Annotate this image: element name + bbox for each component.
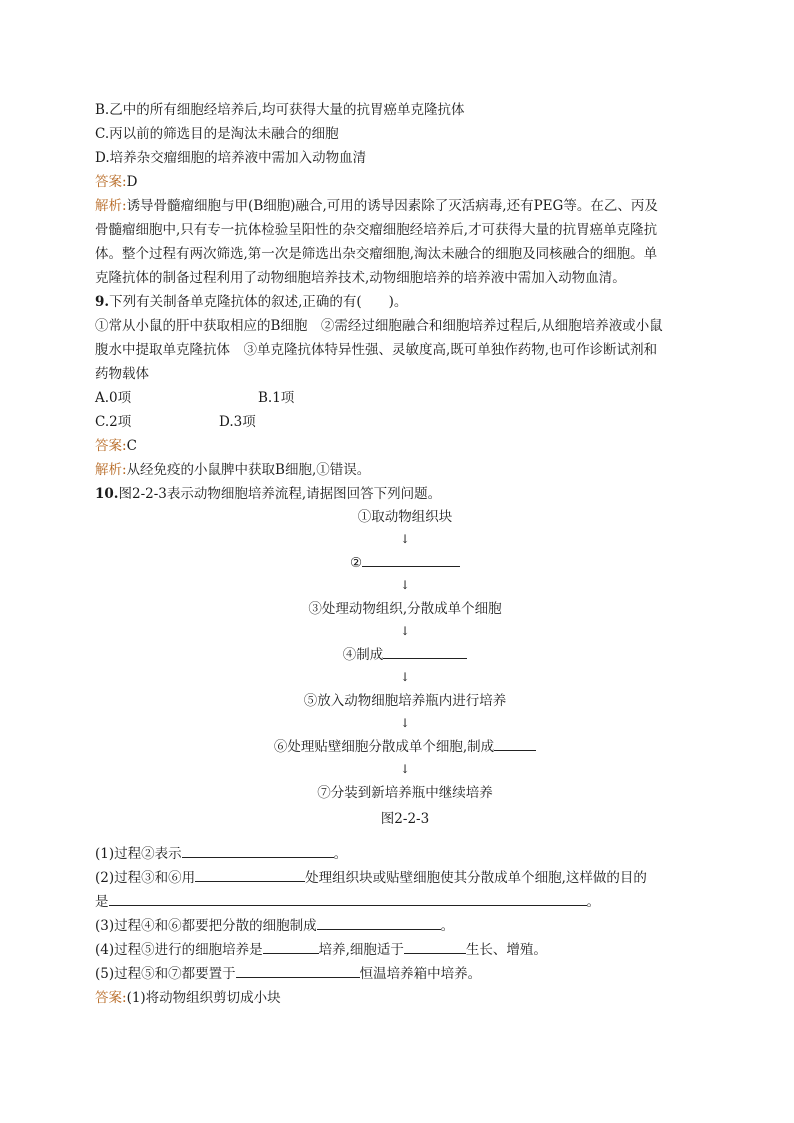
analysis-text: 从经免疫的小鼠脾中获取B细胞,①错误。 <box>126 462 371 478</box>
sub-text: (2)过程③和⑥用 <box>95 870 196 886</box>
analysis-label: 解析: <box>95 198 127 214</box>
flow-step-2-label: ② <box>349 555 363 571</box>
q9-answer <box>95 434 715 458</box>
down-arrow-icon: ↓ <box>399 762 411 776</box>
flow-step-5: ⑤放入动物细胞培养瓶内进行培养 <box>303 693 507 709</box>
q10-sub-2 <box>95 866 715 890</box>
sub-text: (1)过程②表示 <box>95 846 182 862</box>
q10-sub-2-cont <box>95 890 715 914</box>
sub-text: 。 <box>333 846 348 862</box>
q10-stem <box>95 482 715 506</box>
question-text: 图2-2-3表示动物细胞培养流程,请据图回答下列问题。 <box>118 486 442 502</box>
down-arrow-icon: ↓ <box>399 670 411 684</box>
blank-line <box>109 891 587 906</box>
sub-text: 培养,细胞适于 <box>318 942 404 958</box>
flow-step-6-label: ⑥处理贴壁细胞分散成单个细胞,制成 <box>273 739 495 755</box>
document-body <box>95 98 715 506</box>
answer-label: 答案: <box>95 438 127 454</box>
q9-option-c: C.2项 <box>95 414 132 430</box>
flow-step-6 <box>95 736 715 758</box>
flow-step-7: ⑦分装到新培养瓶中继续培养 <box>317 785 493 801</box>
flow-step-2 <box>95 552 715 574</box>
q9-item-line-2: 腹水中提取单克隆抗体 ③单克隆抗体特异性强、灵敏度高,既可单独作药物,也可作诊断试剂和 <box>95 342 658 358</box>
blank-line <box>236 963 360 978</box>
down-arrow-icon: ↓ <box>399 716 411 730</box>
sub-text: 是 <box>95 894 109 910</box>
flow-step-4 <box>95 644 715 666</box>
sub-text: 。 <box>440 918 455 934</box>
blank-line <box>404 939 466 954</box>
flow-step-4-label: ④制成 <box>342 647 384 663</box>
blank-line <box>317 915 441 930</box>
q9-item-line-3: 药物载体 <box>95 366 149 382</box>
question-number: 9. <box>95 294 110 310</box>
q8-analysis-line-2: 骨髓瘤细胞中,只有专一抗体检验呈阳性的杂交瘤细胞经培养后,才可获得大量的抗胃癌单克隆抗 <box>95 222 658 238</box>
question-text: 下列有关制备单克隆抗体的叙述,正确的有( )。 <box>109 294 408 310</box>
sub-text: 生长、增殖。 <box>465 942 547 958</box>
blank-line <box>383 644 467 659</box>
q9-option-a: A.0项 <box>95 390 132 406</box>
q9-options-row-1 <box>95 386 715 410</box>
q9-option-b: B.1项 <box>258 390 295 406</box>
q9-item-line-1: ①常从小鼠的肝中获取相应的B细胞 ②需经过细胞融合和细胞培养过程后,从细胞培养液或小鼠 <box>95 318 663 334</box>
figure-caption: 图2-2-3 <box>380 811 430 827</box>
flow-step-1: ①取动物组织块 <box>357 509 453 525</box>
answer-value: D <box>126 174 138 190</box>
q8-analysis-line-3: 体。整个过程有两次筛选,第一次是筛选出杂交瘤细胞,淘汰未融合的细胞及同核融合的细胞。单 <box>95 246 658 262</box>
blank-line <box>182 843 334 858</box>
q10-answer <box>95 986 715 1010</box>
sub-text: (5)过程⑤和⑦都要置于 <box>95 966 236 982</box>
q8-analysis-line-4: 克隆抗体的制备过程利用了动物细胞培养技术,动物细胞培养的培养液中需加入动物血清。 <box>95 270 626 286</box>
q10-subquestions <box>95 842 715 1010</box>
q8-option-d: D.培养杂交瘤细胞的培养液中需加入动物血清 <box>95 150 367 166</box>
answer-value: (1)将动物组织剪切成小块 <box>126 990 281 1006</box>
sub-text: (3)过程④和⑥都要把分散的细胞制成 <box>95 918 317 934</box>
q9-option-d: D.3项 <box>219 414 256 430</box>
down-arrow-icon: ↓ <box>399 532 411 546</box>
blank-line <box>362 552 460 567</box>
q8-option-c: C.丙以前的筛选目的是淘汰未融合的细胞 <box>95 126 339 142</box>
sub-text: (4)过程⑤进行的细胞培养是 <box>95 942 263 958</box>
flowchart <box>95 506 715 830</box>
q10-sub-1 <box>95 842 715 866</box>
sub-text: 恒温培养箱中培养。 <box>359 966 482 982</box>
q9-stem <box>95 290 715 314</box>
q8-option-b: B.乙中的所有细胞经培养后,均可获得大量的抗胃癌单克隆抗体 <box>95 102 465 118</box>
blank-line <box>494 736 536 751</box>
q8-answer <box>95 170 715 194</box>
down-arrow-icon: ↓ <box>399 578 411 592</box>
analysis-label: 解析: <box>95 462 127 478</box>
flow-step-3: ③处理动物组织,分散成单个细胞 <box>308 601 502 617</box>
sub-text: 处理组织块或贴壁细胞使其分散成单个细胞,这样做的目的 <box>305 870 647 886</box>
q10-sub-4 <box>95 938 715 962</box>
blank-line <box>195 867 305 882</box>
answer-value: C <box>126 438 137 454</box>
q10-sub-5 <box>95 962 715 986</box>
q8-analysis-line-1 <box>95 194 715 218</box>
q9-analysis <box>95 458 715 482</box>
sub-text: 。 <box>586 894 600 910</box>
q10-sub-3 <box>95 914 715 938</box>
question-number: 10. <box>95 486 119 502</box>
blank-line <box>263 939 319 954</box>
analysis-text: 诱导骨髓瘤细胞与甲(B细胞)融合,可用的诱导因素除了灭活病毒,还有PEG等。在乙、丙及 <box>126 198 658 214</box>
answer-label: 答案: <box>95 174 127 190</box>
q9-options-row-2 <box>95 410 715 434</box>
answer-label: 答案: <box>95 990 127 1006</box>
down-arrow-icon: ↓ <box>399 624 411 638</box>
